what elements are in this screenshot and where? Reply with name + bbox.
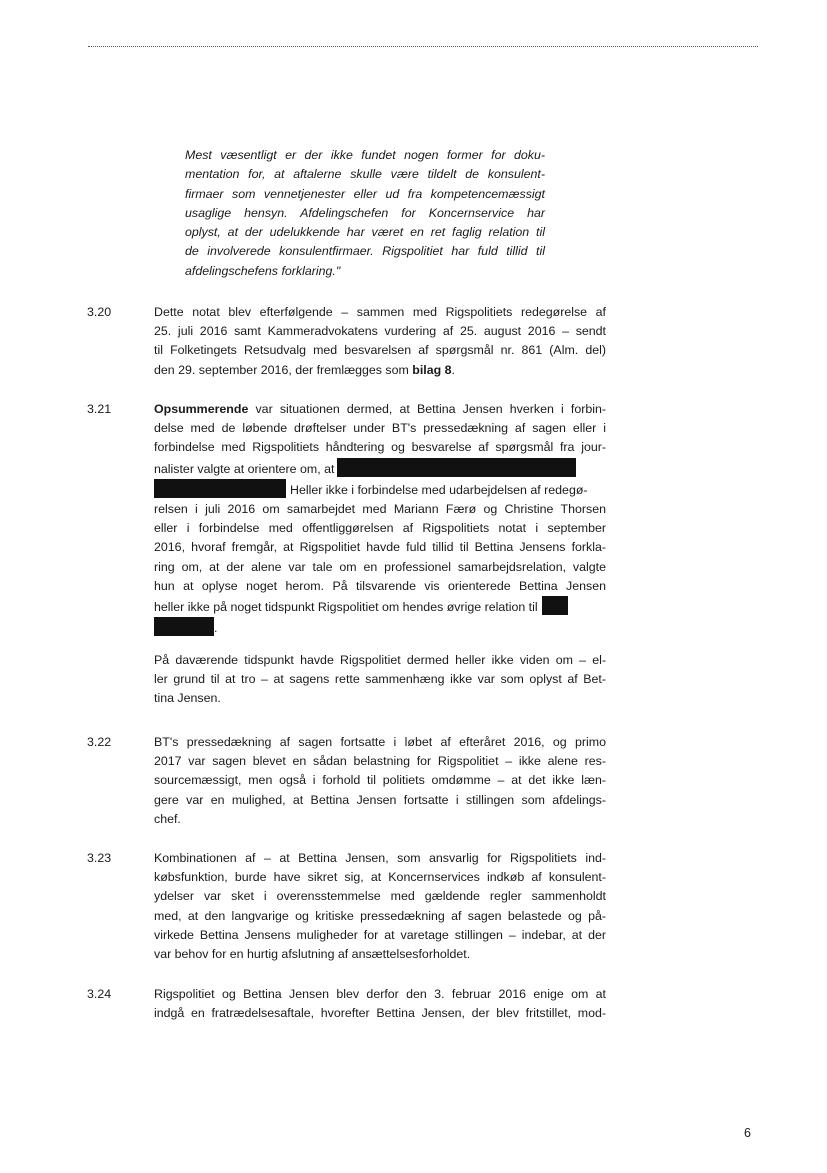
lead-word: Opsummerende bbox=[154, 402, 249, 416]
paragraph-continuation bbox=[154, 651, 606, 709]
text-line: 2016, hvoraf fremgår, at Rigspolitiet havde fuld tillid til Bettina Jensens forkla- bbox=[154, 540, 606, 555]
text-line: Kombinationen af – at Bettina Jensen, som ansvarlig for Rigspolitiets ind- bbox=[154, 851, 606, 865]
quote-line: usaglige hensyn. Afdelingschefen for Koncernservice har bbox=[185, 205, 545, 220]
paragraph-number: 3.21 bbox=[87, 402, 112, 416]
text-line: delse med de løbende drøftelser under BT's pressedækning af sagen eller i bbox=[154, 421, 606, 436]
quote-line: mentation for, at aftalerne skulle være tildelt de konsulent- bbox=[185, 167, 545, 182]
text-segment: Heller ikke i forbindelse med udarbejdelsen af redegø- bbox=[290, 482, 588, 497]
text-line: 2017 var sagen blevet en sådan belastning for Rigspolitiet – ikke alene res- bbox=[154, 754, 606, 769]
text-segment: den 29. september 2016, der fremlægges som bbox=[154, 362, 413, 377]
text-segment: var situationen dermed, at Bettina Jensen hverken i forbin- bbox=[248, 402, 606, 416]
paragraph-body bbox=[154, 733, 606, 829]
quote-line: firmaer som vennetjenester eller ud fra kompetencemæssigt bbox=[185, 186, 545, 201]
text-line: var behov for en hurtig afslutning af ansættelsesforholdet. bbox=[154, 947, 471, 962]
text-line: relsen i juli 2016 om samarbejdet med Mariann Færø og Christine Thorsen bbox=[154, 502, 606, 517]
text-segment: . bbox=[451, 362, 455, 377]
text-line: BT's pressedækning af sagen fortsatte i løbet af efteråret 2016, og primo bbox=[154, 735, 606, 749]
text-line bbox=[154, 361, 606, 380]
text-line: købsfunktion, burde have sikret sig, at Koncernservices indkøb af konsulent- bbox=[154, 870, 606, 885]
paragraph-body bbox=[154, 849, 606, 964]
text-line: gere var en mulighed, at Bettina Jensen fortsatte i stillingen som afdelings- bbox=[154, 792, 606, 807]
text-line bbox=[154, 400, 606, 419]
text-line bbox=[154, 596, 606, 617]
page-number: 6 bbox=[744, 1126, 751, 1140]
text-line: Dette notat blev efterfølgende – sammen med Rigspolitiets redegørelse af bbox=[154, 305, 606, 319]
quote-line: afdelingschefens forklaring." bbox=[185, 263, 341, 278]
redaction-block bbox=[154, 617, 214, 636]
text-line bbox=[154, 479, 606, 500]
text-line bbox=[154, 458, 606, 479]
text-line: ler grund til at tro – at sagens rette sammenhæng ikke var som oplyst af Bet- bbox=[154, 672, 606, 687]
redaction-block bbox=[154, 479, 286, 498]
redaction-block bbox=[337, 458, 576, 477]
quote-line: Mest væsentligt er der ikke fundet nogen former for doku- bbox=[185, 148, 545, 162]
paragraph-body bbox=[154, 985, 606, 1023]
text-line: med, at den langvarige og kritiske pressedækning af sagen belastede og på- bbox=[154, 908, 606, 923]
paragraph-body bbox=[154, 400, 606, 638]
text-line: sourcemæssigt, men også i forhold til politiets omdømme – at det ikke læn- bbox=[154, 773, 606, 788]
paragraph-number: 3.20 bbox=[87, 305, 112, 319]
paragraph-number: 3.22 bbox=[87, 735, 112, 749]
exhibit-reference: bilag 8 bbox=[412, 362, 452, 377]
text-line: tina Jensen. bbox=[154, 691, 221, 706]
paragraph-body bbox=[154, 303, 606, 380]
text-line: til Folketingets Retsudvalg med besvarelsen af spørgsmål nr. 861 (Alm. del) bbox=[154, 343, 606, 358]
text-line: På daværende tidspunkt havde Rigspolitiet dermed heller ikke viden om – el- bbox=[154, 653, 606, 667]
quote-line: de involverede konsulentfirmaer. Rigspolitiet har fuld tillid til bbox=[185, 244, 545, 259]
paragraph-number: 3.24 bbox=[87, 987, 112, 1001]
text-line: forbindelse med Rigspolitiets håndtering og besvarelse af spørgsmål fra jour- bbox=[154, 440, 606, 455]
text-line bbox=[154, 617, 606, 638]
text-segment: . bbox=[214, 621, 218, 636]
redaction-block bbox=[542, 596, 568, 615]
text-line: ydelser var sket i overensstemmelse med gældende regler sammenholdt bbox=[154, 889, 606, 904]
text-segment: nalister valgte at orientere om, at bbox=[154, 461, 335, 476]
paragraph-number: 3.23 bbox=[87, 851, 112, 865]
text-line: eller i forbindelse med offentliggørelsen af Rigspolitiets notat i september bbox=[154, 521, 606, 536]
header-dotted-rule bbox=[88, 46, 758, 47]
text-line: hun at oplyse noget herom. På tilsvarende vis orienterede Bettina Jensen bbox=[154, 578, 606, 593]
text-line: indgå en fratrædelsesaftale, hvorefter Bettina Jensen, der blev fritstillet, mod- bbox=[154, 1006, 606, 1021]
text-line: virkede Bettina Jensens muligheder for at varetage stillingen – indebar, at der bbox=[154, 927, 606, 942]
text-line: ring om, at der alene var tale om en professionel samarbejdsrelation, valgte bbox=[154, 559, 606, 574]
text-line: 25. juli 2016 samt Kammeradvokatens vurdering af 25. august 2016 – sendt bbox=[154, 324, 606, 339]
quote-line: oplyst, at der udelukkende har været en ret faglig relation til bbox=[185, 225, 545, 240]
quoted-passage bbox=[185, 146, 545, 281]
text-segment: heller ikke på noget tidspunkt Rigspolitiet om hendes øvrige relation til bbox=[154, 600, 538, 615]
text-line: Rigspolitiet og Bettina Jensen blev derfor den 3. februar 2016 enige om at bbox=[154, 987, 606, 1001]
text-line: chef. bbox=[154, 811, 181, 826]
